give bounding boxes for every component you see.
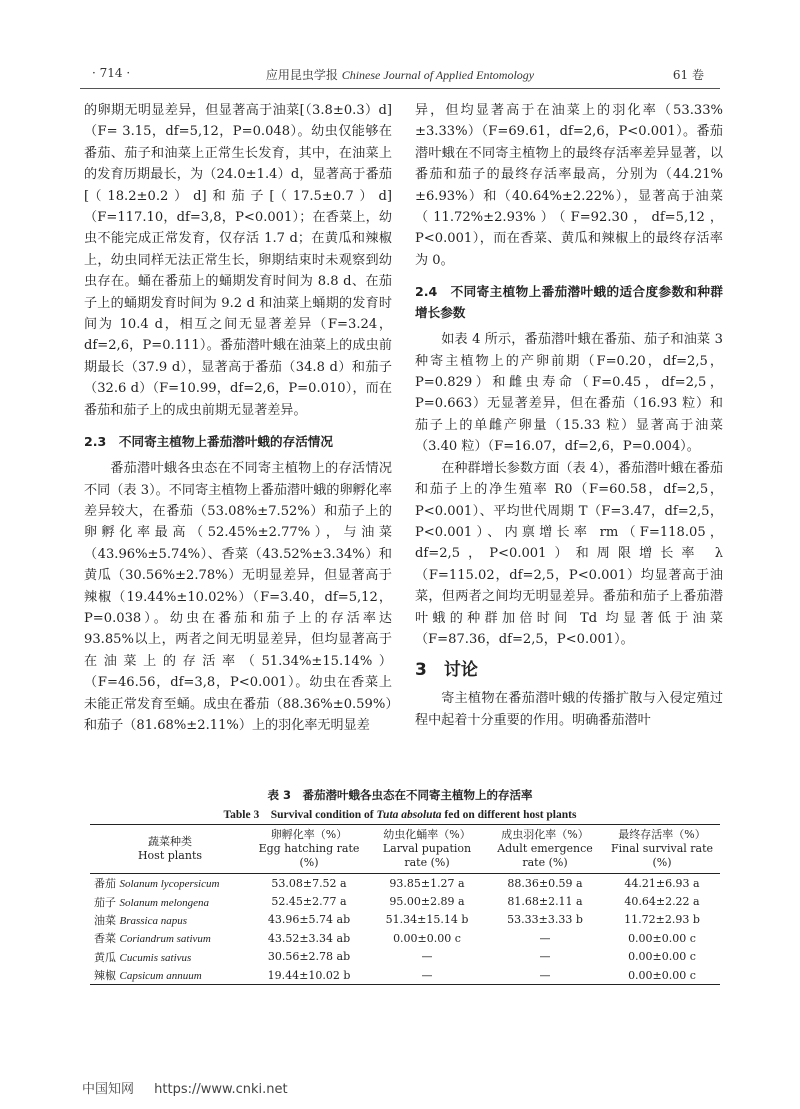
header-divider bbox=[80, 88, 720, 89]
egg-cell: 53.08±7.52 a bbox=[271, 876, 347, 890]
egg-cell: 43.52±3.34 ab bbox=[267, 931, 351, 945]
egg-cell: 19.44±10.02 b bbox=[250, 966, 368, 985]
final-cell: 0.00±0.00 c bbox=[628, 950, 696, 964]
section-heading-2-4: 2.4 不同寄主植物上番茄潜叶蛾的适合度参数和种群增长参数 bbox=[415, 284, 723, 321]
page-header bbox=[80, 66, 720, 88]
larval-cell: 51.34±15.14 b bbox=[385, 913, 469, 927]
table-row bbox=[90, 911, 720, 929]
host-cell: 油菜 Brassica napus bbox=[94, 913, 188, 927]
table-caption-cn: 表 3 番茄潜叶蛾各虫态在不同寄主植物上的存活率 bbox=[267, 788, 533, 802]
table-row bbox=[90, 874, 720, 893]
survival-table bbox=[90, 824, 720, 985]
final-cell: 11.72±2.93 b bbox=[624, 913, 700, 927]
larval-cell: 93.85±1.27 a bbox=[389, 876, 465, 890]
adult-cell: — bbox=[486, 966, 604, 985]
paragraph: 如表 4 所示，番茄潜叶蛾在番茄、茄子和油菜 3 种寄主植物上的产卵前期（F=0.20，df=2,5，P=0.829）和雌虫寿命（F=0.45，df=2,5，P=0.663）无显著差异，但在番茄（16.93 粒）和茄子上的单雌产卵量（15.33 粒）显著高于油菜（3.40 粒）（F=16.07，df=2,6，P=0.004）。 bbox=[415, 332, 723, 455]
paragraph: 寄主植物在番茄潜叶蛾的传播扩散与入侵定殖过程中起着十分重要的作用。明确番茄潜叶 bbox=[415, 691, 723, 728]
table-row bbox=[90, 892, 720, 910]
adult-cell: — bbox=[539, 950, 551, 964]
final-cell: 0.00±0.00 c bbox=[628, 931, 696, 945]
adult-cell: 88.36±0.59 a bbox=[507, 876, 583, 890]
journal-title-en: Chinese Journal of Applied Entomology bbox=[341, 68, 535, 82]
egg-cell: 30.56±2.78 ab bbox=[267, 950, 351, 964]
volume-label: 61 卷 bbox=[672, 68, 704, 82]
larval-cell: — bbox=[421, 950, 433, 964]
larval-cell: 0.00±0.00 c bbox=[393, 931, 461, 945]
caption-en-post: fed on different host plants bbox=[441, 809, 577, 821]
host-cell: 番茄 Solanum lycopersicum bbox=[94, 877, 220, 891]
right-column bbox=[415, 100, 723, 731]
egg-cell: 43.96±5.74 ab bbox=[267, 913, 351, 927]
larval-cell: — bbox=[368, 966, 486, 985]
table-row bbox=[90, 948, 720, 966]
left-column bbox=[84, 100, 392, 736]
header-egg: 卵孵化率（%） Egg hatching rate (%) bbox=[250, 825, 368, 874]
table-row bbox=[90, 966, 720, 985]
journal-title bbox=[80, 66, 720, 83]
journal-title-cn: 应用昆虫学报 bbox=[265, 68, 338, 82]
larval-cell: 95.00±2.89 a bbox=[389, 895, 465, 909]
cnki-url[interactable]: https://www.cnki.net bbox=[154, 1082, 288, 1097]
section-heading-3: 3 讨论 bbox=[415, 660, 478, 681]
caption-en-pre: Table 3 Survival condition of bbox=[223, 809, 377, 821]
table-header-row bbox=[90, 825, 720, 874]
section-heading-2-3: 2.3 不同寄主植物上番茄潜叶蛾的存活情况 bbox=[84, 434, 333, 450]
paragraph: 异，但均显著高于在油菜上的羽化率（53.33%±3.33%）（F=69.61，df=2,6，P<0.001）。番茄潜叶蛾在不同寄主植物上的最终存活率差异显著，以番茄和茄子的最终存活率最高，分别为（44.21%±6.93%）和（40.64%±2.22%），显著高于油菜（11.72%±2.93%）（F=92.30，df=5,12，P<0.001），而在香菜、黄瓜和辣椒上的最终存活率为 0。 bbox=[415, 103, 723, 268]
final-cell: 40.64±2.22 a bbox=[624, 895, 700, 909]
caption-en-species: Tuta absoluta bbox=[376, 809, 442, 821]
header-host: 蔬菜种类 Host plants bbox=[90, 825, 250, 874]
host-cell: 茄子 Solanum melongena bbox=[94, 895, 210, 909]
table-caption-en bbox=[80, 806, 720, 822]
paragraph: 的卵期无明显差异，但显著高于油菜[（3.8±0.3）d]（F= 3.15，df=5,12，P=0.048）。幼虫仅能够在番茄、茄子和油菜上正常生长发育，其中，在油菜上的发育历期最长，为（24.0±1.4）d，显著高于番茄[（18.2±0.2）d]和茄子[（17.5±0.7）d]（F=117.10，df=3,8，P<0.001）；在香菜上，幼虫不能完成正常发育，仅存活 1.7 d；在黄瓜和辣椒上，幼虫同样无法正常生长，卵期结束时未观察到幼虫存在。蛹在番茄上的蛹期发育时间为 8.8 d、在茄子上的蛹期发育时间为 9.2 d 和油菜上蛹期的发育时间为 10.4 d，相互之间无显著差异（F=3.24，df=2,6，P=0.111）。番茄潜叶蛾在油菜上的成虫前期最长（37.9 d），显著高于番茄（34.8 d）和茄子（32.6 d）（F=10.99，df=2,6，P=0.010），而在番茄和茄子上的成虫前期无显著差异。 bbox=[84, 103, 392, 418]
cnki-brand: 中国知网 bbox=[82, 1082, 135, 1097]
header-adult: 成虫羽化率（%） Adult emergence rate (%) bbox=[486, 825, 604, 874]
footer-watermark bbox=[82, 1078, 304, 1097]
adult-cell: 81.68±2.11 a bbox=[507, 895, 583, 909]
adult-cell: 53.33±3.33 b bbox=[507, 913, 583, 927]
header-final: 最终存活率（%） Final survival rate (%) bbox=[604, 825, 720, 874]
paragraph: 番茄潜叶蛾各虫态在不同寄主植物上的存活情况不同（表 3）。不同寄主植物上番茄潜叶蛾的卵孵化率差异较大，在番茄（53.08%±7.52%）和茄子上的卵孵化率最高（52.45%±2.77%），与油菜（43.96%±5.74%）、香菜（43.52%±3.34%）和黄瓜（30.56%±2.78%）无明显差异，但显著高于辣椒（19.44%±10.02%）（F=3.40，df=5,12，P=0.038）。幼虫在番茄和茄子上的存活率达 93.85%以上，两者之间无明显差异，但均显著高于在油菜上的存活率（51.34%±15.14%）（F=46.56，df=3,8，P<0.001）。幼虫在香菜上未能正常发育至蛹。成虫在番茄（88.36%±0.59%）和茄子（81.68%±2.11%）上的羽化率无明显差 bbox=[84, 461, 392, 733]
header-larval: 幼虫化蛹率（%） Larval pupation rate (%) bbox=[368, 825, 486, 874]
paragraph: 在种群增长参数方面（表 4），番茄潜叶蛾在番茄和茄子上的净生殖率 R0（F=60.58，df=2,5，P<0.001）、平均世代周期 T（F=3.47，df=2,5，P<0.001）、内禀增长率 rm（F=118.05，df=2,5，P<0.001）和周限增长率 λ（F=115.02，df=2,5，P<0.001）均显著高于油菜，但两者之间均无明显差异。番茄和茄子上番茄潜叶蛾的种群加倍时间 Td 均显著低于油菜（F=87.36，df=2,5，P<0.001）。 bbox=[415, 460, 723, 647]
host-cell: 香菜 Coriandrum sativum bbox=[94, 932, 211, 946]
final-cell: 0.00±0.00 c bbox=[604, 966, 720, 985]
page-number: · 714 · bbox=[92, 66, 131, 80]
egg-cell: 52.45±2.77 a bbox=[271, 895, 347, 909]
table-row bbox=[90, 929, 720, 947]
host-cell: 辣椒 Capsicum annuum bbox=[90, 966, 250, 985]
final-cell: 44.21±6.93 a bbox=[624, 876, 700, 890]
host-cell: 黄瓜 Cucumis sativus bbox=[94, 950, 192, 964]
adult-cell: — bbox=[539, 931, 551, 945]
